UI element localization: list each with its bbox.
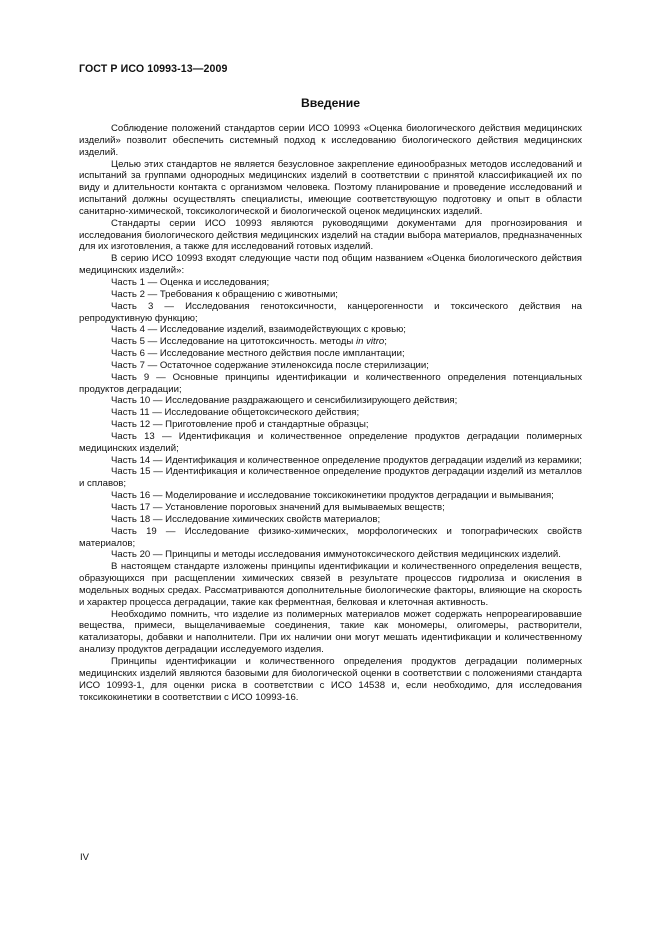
part-item: Часть 17 — Установление пороговых значений для вымываемых веществ; xyxy=(111,502,445,513)
part-item: Часть 14 — Идентификация и количественное определение продуктов деградации изделий из керамики; xyxy=(111,454,582,466)
part-item: Часть 9 — Основные принципы идентификации и количественного определения потенциальных продуктов деградации; xyxy=(79,371,582,395)
closing-paragraph-1: В настоящем стандарте изложены принципы идентификации и количественного определения веществ, образующихся при расщеплении химических связей в результате процессов гидролиза и окисления в модельных водных средах. Рассматриваются дополнительные биологические факторы, влияющие на скорость и характер процесса деградации, такие как ферментная, белковая и клеточная активность. xyxy=(79,561,582,608)
part-item: Часть 15 — Идентификация и количественное определение продуктов деградации изделий из металлов и сплавов; xyxy=(79,466,582,490)
part-item: Часть 4 — Исследование изделий, взаимодействующих с кровью; xyxy=(111,324,406,336)
section-title: Введение xyxy=(300,96,361,110)
closing-paragraph-3: Принципы идентификации и количественного определения продуктов деградации полимерных медицинских изделий являются базовыми для биологической оценки в соответствии с положениями стандарта ИСО 10993-1, для оценки риска в соответствии с ИСО 14538 и, если необходимо, для исследования токсикокинетики в соответствии с ИСО 10993-16. xyxy=(79,655,582,703)
part-item: Часть 6 — Исследование местного действия после имплантации; xyxy=(111,348,405,360)
closing-paragraph-2: Необходимо помнить, что изделие из полимерных материалов может содержать непрореагировавшие вещества, примеси, выщелачиваемые соединения, такие как мономеры, олигомеры, растворители, катализаторы, добавки и наполнители. При их наличии они могут мешать идентификации и количественному анализу продуктов деградации исследуемого изделия. xyxy=(79,608,582,656)
intro-paragraph-4: В серию ИСО 10993 входят следующие части под общим названием «Оценка биологического действия медицинских изделий»: xyxy=(79,253,582,277)
document-body xyxy=(79,123,582,703)
part-item: Часть 11 — Исследование общетоксического действия; xyxy=(111,407,360,419)
part-item: Часть 7 — Остаточное содержание этиленоксида после стерилизации; xyxy=(111,359,429,371)
intro-paragraph-1: Соблюдение положений стандартов серии ИСО 10993 «Оценка биологического действия медицинских изделий» позволит обеспечить системный подход к исследованию биологического действия медицинских изделий. xyxy=(79,123,582,158)
part-item: Часть 20 — Принципы и методы исследования иммунотоксического действия медицинских изделий. xyxy=(111,549,561,561)
intro-paragraph-2: Целью этих стандартов не является безусловное закрепление единообразных методов исследований и испытаний за группами однородных медицинских изделий в соответствии с принятой классификацией их по виду и длительности контакта с организмом человека. Поэтому планирование и проведение исследований и испытаний должны осуществлять специалисты, имеющие соответствующую подготовку и опыт в области санитарно-химической, токсикологической и биологической оценок медицинских изделий. xyxy=(79,158,582,217)
document-header: ГОСТ Р ИСО 10993-13—2009 xyxy=(79,63,228,75)
intro-paragraph-3: Стандарты серии ИСО 10993 являются руководящими документами для прогнозирования и исследования биологического действия медицинских изделий на стадии выбора материалов, предназначенных для их изготовления, а также для исследований готовых изделий. xyxy=(79,217,582,253)
part-item: Часть 18 — Исследование химических свойств материалов; xyxy=(111,513,381,525)
part-item: Часть 5 — Исследование на цитотоксичность. методы in vitro; xyxy=(111,336,387,348)
part-item: Часть 2 — Требования к обращению с животными; xyxy=(111,288,338,300)
part-item: Часть 1 — Оценка и исследования; xyxy=(111,276,270,288)
part-item: Часть 10 — Исследование раздражающего и сенсибилизирующего действия; xyxy=(111,395,458,407)
part-item: Часть 13 — Идентификация и количественное определение продуктов деградации полимерных медицинских изделий; xyxy=(79,430,582,454)
italic-term: in vitro xyxy=(355,336,385,348)
part-item: Часть 16 — Моделирование и исследование токсикокинетики продуктов деградации и вымывания; xyxy=(111,490,554,502)
page-number: IV xyxy=(80,852,89,863)
part-item: Часть 3 — Исследования генотоксичности, канцерогенности и токсического действия на репродуктивную функцию; xyxy=(79,300,582,324)
part-item: Часть 19 — Исследование физико-химических, морфологических и топографических свойств материалов; xyxy=(79,525,582,549)
part-item: Часть 12 — Приготовление проб и стандартные образцы; xyxy=(111,419,369,431)
